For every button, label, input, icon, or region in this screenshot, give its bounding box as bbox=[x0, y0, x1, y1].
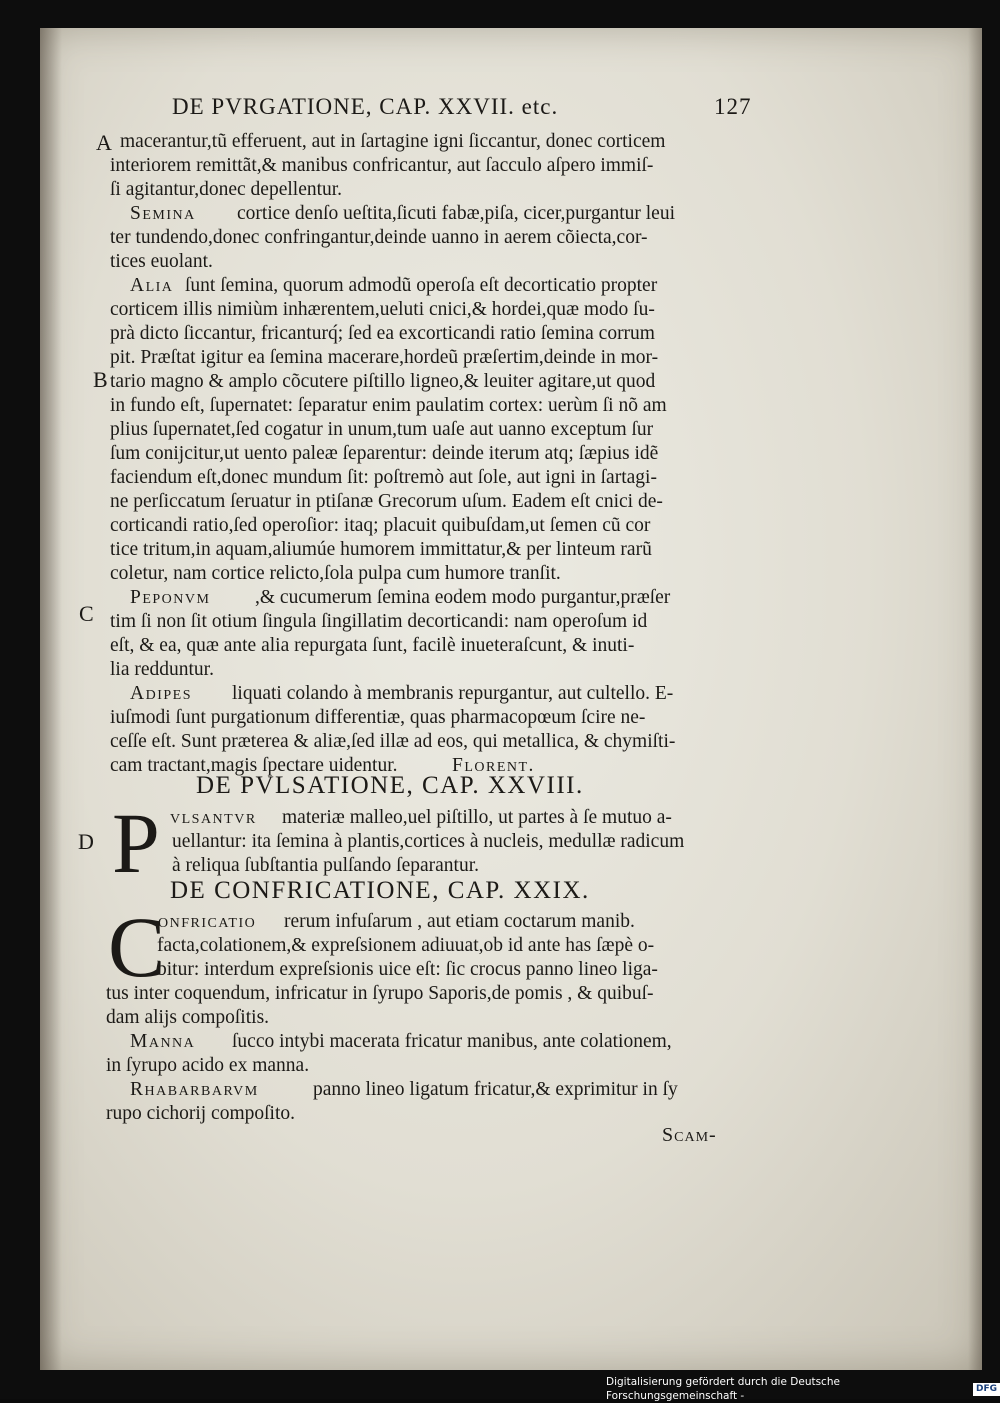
dfg-logo: DFG bbox=[973, 1383, 1000, 1396]
text-line: interiorem remittãt,& manibus confricantur, aut ſacculo aſpero immiſ- bbox=[110, 155, 654, 176]
drop-initial-p: P bbox=[112, 795, 160, 891]
page-shadow-left bbox=[40, 28, 62, 1370]
text-line: prà dicto ſiccantur, fricanturq́; ſed ea excorticandi ratio ſemina corrum bbox=[110, 323, 655, 344]
margin-mark-d: D bbox=[78, 829, 94, 854]
paragraph-lead: Alia bbox=[130, 275, 174, 296]
text-line: macerantur,tũ efferuent, aut in ſartagine igni ſiccantur, donec corticem bbox=[120, 131, 666, 152]
text-line: pit. Præſtat igitur ea ſemina macerare,hordeũ præſertim,deinde in mor- bbox=[110, 347, 659, 368]
paragraph-lead: Rhabarbarvm bbox=[130, 1079, 259, 1100]
text-line: faciendum eſt,donec mundum ſit: poſtremò aut ſole, aut igni in ſartagi- bbox=[110, 467, 657, 488]
paragraph-lead: Semina bbox=[130, 203, 196, 224]
text-line: facta,colationem,& expreſsionem adiuuat,ob id ante has ſæpè o- bbox=[157, 935, 655, 956]
drop-initial-c: C bbox=[108, 899, 166, 995]
text-line: tus inter coquendum, infricatur in ſyrupo Saporis,de pomis , & quibuſ- bbox=[106, 983, 654, 1004]
text-line: bitur: interdum expreſsionis uice eſt: ſic crocus panno lineo liga- bbox=[157, 959, 658, 980]
paragraph-lead: onfricatio bbox=[158, 911, 257, 932]
text-line: dam alijs compoſitis. bbox=[106, 1007, 270, 1028]
footer-text: Digitalisierung gefördert durch die Deutsche Forschungsgemeinschaft - bbox=[606, 1376, 840, 1402]
text-line: in ſyrupo acido ex manna. bbox=[106, 1055, 310, 1076]
text-line: panno lineo ligatum fricatur,& exprimitur in ſy bbox=[313, 1079, 678, 1100]
text-line: in fundo eſt, ſupernatet: ſeparatur enim paulatim cortex: uerùm ſi nõ am bbox=[110, 395, 667, 416]
text-line: iuſmodi ſunt purgationum differentiæ, quas pharmacopœum ſcire ne- bbox=[110, 707, 646, 728]
text-line: materiæ malleo,uel piſtillo, ut partes à ſe mutuo a- bbox=[282, 807, 672, 828]
text-line: tice tritum,in aquam,aliumúe humorem immittatur,& per linteum rarũ bbox=[110, 539, 652, 560]
digitization-footer bbox=[606, 1376, 1000, 1402]
text-line: ,& cucumerum ſemina eodem modo purgantur,præſer bbox=[255, 587, 671, 608]
page-shadow-right bbox=[968, 28, 982, 1370]
text-line: ſunt ſemina, quorum admodũ operoſa eſt decorticatio propter bbox=[185, 275, 658, 296]
text-line: ceſſe eſt. Sunt præterea & aliæ,ſed illæ ad eos, qui metallica, & chymiſti- bbox=[110, 731, 676, 752]
text-line: lia redduntur. bbox=[110, 659, 214, 680]
text-line: ne perſiccatum ſeruatur in ptiſanæ Grecorum uſum. Eadem eſt cnici de- bbox=[110, 491, 663, 512]
text-line: tario magno & amplo cõcutere piſtillo ligneo,& leuiter agitare,ut quod bbox=[110, 371, 656, 392]
paragraph-lead: Manna bbox=[130, 1031, 196, 1052]
text-line: tim ſi non ſit otium ſingula ſingillatim decorticandi: nam operoſum id bbox=[110, 611, 648, 632]
text-line: corticandi ratio,ſed operoſior: itaq; placuit quibuſdam,ut ſemen cũ cor bbox=[110, 515, 651, 536]
text-line: eſt, & ea, quæ ante alia repurgata ſunt, facilè inueteraſcunt, & inuti- bbox=[110, 635, 635, 656]
text-line: rerum infuſarum , aut etiam coctarum manib. bbox=[284, 911, 635, 932]
text-line: ſum conijcitur,ut uento paleæ ſeparentur: deinde iterum atq; ſæpius idẽ bbox=[110, 443, 659, 464]
margin-mark-c: C bbox=[79, 601, 94, 626]
text-line: ter tundendo,donec confringantur,deinde uanno in aerem cõiecta,cor- bbox=[110, 227, 648, 248]
paragraph-lead: vlsantvr bbox=[170, 807, 257, 828]
text-line: uellantur: ita ſemina à plantis,cortices à nucleis, medullæ radicum bbox=[172, 831, 685, 852]
section-heading: DE PVLSATIONE, CAP. XXVIII. bbox=[196, 772, 584, 799]
text-line: cortice denſo ueſtita,ſicuti fabæ,piſa, cicer,purgantur leui bbox=[237, 203, 675, 224]
text-line: tices euolant. bbox=[110, 251, 213, 272]
running-title: DE PVRGATIONE, CAP. XXVII. etc. bbox=[172, 94, 559, 119]
section-heading: DE CONFRICATIONE, CAP. XXIX. bbox=[170, 877, 590, 904]
text-line: ſi agitantur,donec depellentur. bbox=[110, 179, 343, 200]
text-line: coletur, nam cortice relicto,ſola pulpa cum humore tranſit. bbox=[110, 563, 561, 584]
text-line: corticem illis nimiùm inhærentem,ueluti cnici,& hordei,quæ modo ſu- bbox=[110, 299, 655, 320]
text-line: à reliqua ſubſtantia pulſando ſeparantur. bbox=[172, 855, 480, 876]
signature-florent: Florent. bbox=[452, 755, 535, 776]
paragraph-lead: Peponvm bbox=[130, 587, 211, 608]
text-line: liquati colando à membranis repurgantur, aut cultello. E- bbox=[232, 683, 674, 704]
catchword: Scam- bbox=[662, 1124, 717, 1146]
text-line: cam tractant,magis ſpectare uidentur. bbox=[110, 755, 398, 776]
folio-number: 127 bbox=[714, 94, 752, 119]
text-line: plius ſupernatet,ſed cogatur in unum,tum uaſe aut uanno exceptum ſur bbox=[110, 419, 654, 440]
paragraph-lead: Adipes bbox=[130, 683, 192, 704]
text-line: ſucco intybi macerata fricatur manibus, ante colationem, bbox=[232, 1031, 672, 1052]
margin-mark-a: A bbox=[96, 130, 112, 155]
text-line: rupo cichorij compoſito. bbox=[106, 1103, 296, 1124]
margin-mark-b: B bbox=[93, 367, 108, 392]
